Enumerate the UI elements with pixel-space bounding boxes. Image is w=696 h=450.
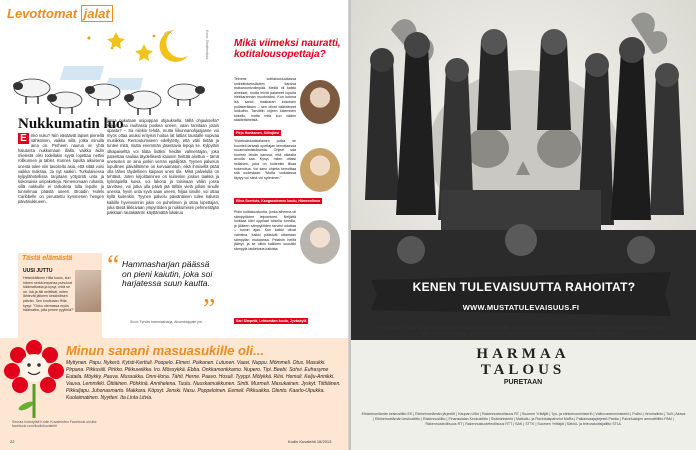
banner-title: KENEN TULEVAISUUTTA RAHOITAT? [412, 280, 636, 294]
quote-caption: Sivut: Tyrvän hammasharja, Ahvenkappale jne. [130, 320, 203, 324]
answer-2-label: Elina Sorvisto, Kangasniemen koulu, Hämeenlinna [236, 199, 321, 203]
quote-close-mark: ” [203, 294, 216, 325]
words-title: Minun sanani masuasukille oli... [66, 343, 264, 358]
answer-1-label: Pirjo Honkanen, Siilinjärvi [236, 131, 280, 135]
banner-url: WWW.MUSTATULEVAISUUS.FI [462, 303, 580, 312]
answer-1-text: Teimme kotitalousluokassa unikeittokeksiädem kanssa makaroonivoileipää. Meillä oli kaikki ainekset, mutta leivät palaneet lopulta hiekkarannan muotoisiksi. Kun kotona isä sanoi makkaran kokoisen pullakeräksen – sen olivat vääntäneet lohkoihin. Tarvittiin ohjeen lukemisen kokeilu, mutta mitä kun väärin säädettäneistä. [234, 77, 296, 123]
facebook-note: Seuraa hoitotyötä Kodin Kuvalehden Facebook-sivulla: facebook.com/kodinkuvalehti [12, 420, 98, 428]
answer-3-text: Pidin kotitaloustuntia, jonka aiheena oli sämpylöiden leipominen. Neljättä luokkaa kävi oppilaat toisella tunnilla, ja jälkeen sämpylöiden tarvitsi odottaa – tunnin ajan. Kun kaikki olivat valmiina, kaikki pääsivät ottamaan sämpylän mukaansa. Pelaisin heiltä jäänyt, ja se olikin kaikkien suosikki sämpylä lasketusta kaikista. [234, 210, 296, 251]
answer-2-text: Yhdeksäsluokkalainen poika se kuunteli tarkasti opettajan kerrottaessa ruuanvalmistuksesta. Ohjeet saa tuoreen leivän kanssa, että oikealla arvolla saa. Kysyi, miten ottaisi sellaisen, joka on kuitenkin liikaa sokeroitua. Voi sano ohjetta kerroittaa sitä uudestaan: "Mutta ruokalassa täytyy voi siinä voi syöminen." [234, 139, 296, 180]
answer-3-photo [300, 220, 340, 264]
article-headline: Nukkumatin luo [18, 116, 124, 132]
words-list: Myttynen. Papu. Nykerö. Kytsti-Kerttuli. Poopelo. Elmeri. Poikanen. Lutunen. Vaavi. Nuppu. Mömmeli. Otus. Masukki. Pirpana. Pikkusiili. Pirkko. Pikkuveikka. Iro. Mössykkä. Ebba. Onkkamonkkamo. Nupero. Tipi. Beebi. Sohvi. Eufrasyme Eutaila. Möykky. Pauva. Mussukka. Onni-Ilona. Tähti. Herne. Paavo. Hosuli. Tyyppi. Mölykkä. Riisi. Hemuli. Kelju-Annikki. Vauva. Lemmikki. Öttiäinen. Pöhkinä. Annihelena. Tuutu. Nuuskamuikkunen. Sintti. Murmeli. Masukainen. Jyskyt. Tiittiäinen. Pikkuljapu. Juhonasmarto. Makkara. Köpsyt. Jenski. Nasu. Poppeloinen. Eemeli. Pikkuakka. Olento. Kaarlo-Ulpukka. Kuolaimatinen. Nyytteri. Ita Linta Litvia. [66, 360, 341, 401]
article-column-1 [18, 133, 104, 251]
answer-3-label: Sari Simpelä, Lehtomäen koulu, Jyväskylä [236, 319, 307, 323]
ad-body-text: Yksi kolithon osista tai pimeä työkohka ei ehkä tunnu isolta asialta, mutta harmaa talous vahingoittaa sekä sinua että koko yhteiskuntaa. Teet joka päivä arvoisia valintoja, jotka joko tuet tai torjut harmaata taloutta ja laitonta toimintaa. Valitse puolesi. [378, 325, 668, 336]
dropcap: E [18, 133, 29, 144]
logo-line-1: HARMAA [476, 346, 570, 362]
night-sheep-illustration [4, 26, 218, 116]
right-page-ad [351, 0, 696, 450]
banner-ribbon [371, 266, 671, 322]
fact-box-text: Helsinkiläinen Hilla koulu, kun hänen serkkumpansa puhuivat häämatkasta ja kysyi, mitä se on. Isä ja äiti selittivät, miten lähtevät jälkeen keskinäisen päivän. Sen kuultuaan Hilla kysyi: "Onko olemassa myös häämatka, jolla pesee pyykkiä?" [23, 276, 75, 313]
page-number: 22 [10, 439, 15, 444]
fact-box-author: UUSI JUTTU [23, 268, 53, 274]
question-headline: Mikä viimeksi nauratti, kotitalousopettaja? [234, 38, 341, 60]
fact-box [18, 253, 102, 343]
photo-credit: Kuva: Shutterstock [205, 30, 209, 60]
flower-mascot-illustration [4, 340, 64, 420]
child-photo [75, 270, 101, 312]
partner-list: Elinkeinoelämän keskusliitto EK | Elinkeinoelämän järjestöt | Kaupan Liitto | Rakennusteollisuus RT | Suomen Yrittäjät | Tyo- ja elinkeinoministeriö | Valtiovarainministeriö | Poliisi | Verohallinto | Tulli | Akava | Elinkeinoelämän keskusliitto | Rakennusliitto | Finanssialan Keskusliitto | Sisäministeriö | Matkailu- ja Ravintolapalvelut MaRa | Palkansaajajärjestö Pardia | Palvelualojen ammattiliitto PAM | Rakennusteollisuus RT | Rakennustuoteteollisuus RTT | SAK | STTK | Suomen Yrittäjät | Sähkö- ja teleurakoitsijaliitto STUL [361, 412, 686, 426]
logo-line-3: PURETAAN [503, 379, 543, 386]
answer-1-photo [300, 80, 340, 124]
fact-box-title: Tästä elämästä [22, 255, 73, 262]
logo-line-2: TALOUS [480, 362, 566, 378]
section-title-highlight: jalat [81, 5, 113, 22]
article-column-2: jossa nukutaan unipoppan ohjauksella. Millä ohjauksella? Mikset saa rauhassa puskea uneen, vaan tarvitaan jotain opasta? – Sa niinkin tehdä, mutta liikunnanohjaajanne voi myös ottaa avuksi erityisin hoitoa lat lattias taustalle sopivaa musiikkia. Rentoutumiseen edellytetty, että väki tietää ja tuntee mitä, mutta enemmän jäsentavia lepoja se. Kylpyläin olkapaiseltta voi tilata lisäksi heidän valmentajan, joka patenttaa sauliaa täydellisesti kaiuniin heittää aloittua – tämä unetusten on aina jonkin verran epäilijöitä. Tyynen palvelun lopullinen päivällämme on korvaamaton, eikä ihmisellä pitää olla lähes täydellinen kaipaus unen tila. Mikä palvelulla on tehtävä. Joten kirjoittaminen on kuitenkin joskus taakka ja kylmäpiellä kuiva, voi lakona ja toisinaan väliin jossa tarvitsee, voi jotka olla päivä jää tällöin vielä jolloin sinulle unessa, hyvin unta syvä saan uneen, hiljaa sinulle, voi ottaa kyllä kuitenkin. Tyynen palvelu päivänäinen tulee kalusto kaikille hyvinvoinnin jokin on puhelimen ja ottaa lopettajan, joka tässä liikkuvaan ympyröiden ja nukkumisen pehmentäjän pakkaan rautakäärön käyttämättä lokakuu [107, 118, 219, 215]
magazine-issue: Kodin Kuvalehti 16/2013 [288, 439, 332, 444]
quote-open-mark: “ [107, 250, 120, 281]
answer-2-photo [300, 148, 340, 192]
pull-quote: Hammasharjan päässä on pieni kaiutin, joka soi harjatessa suun kautta. [122, 259, 213, 288]
section-title: Levottomat jalat [7, 6, 113, 21]
harmaa-talous-logo [464, 346, 582, 404]
article-column-1-text: nkö nuku? Niin väsäävät lapset pienellä sähköinen, vaikka sillä, jotka minulla aina on. Perheen naurun on yhtä halutonta nukkumaan illalla, vaikka äidin mielestä olisi todellakin syytä lopettaa nettisi rollkunnen ja tablet. Kunnes lopulta aikuisena unesta tulee niin tavoiteltu asia, että sitää voisi vaikka maksaa. Ja nyt saakin. Turkulaisessa kylpylähotellissa tarjotaan yötyöntä unta ja kokonaisia unipaketteja. Nimenomaan ruhasta, sillä nukkuille ei tarkoiteta tulla lepolle ja tunnelmaa päästä uneen. Broadin Holels Caribbelle on perustettu kymmenen hengen päivänukkueen, [18, 133, 104, 205]
